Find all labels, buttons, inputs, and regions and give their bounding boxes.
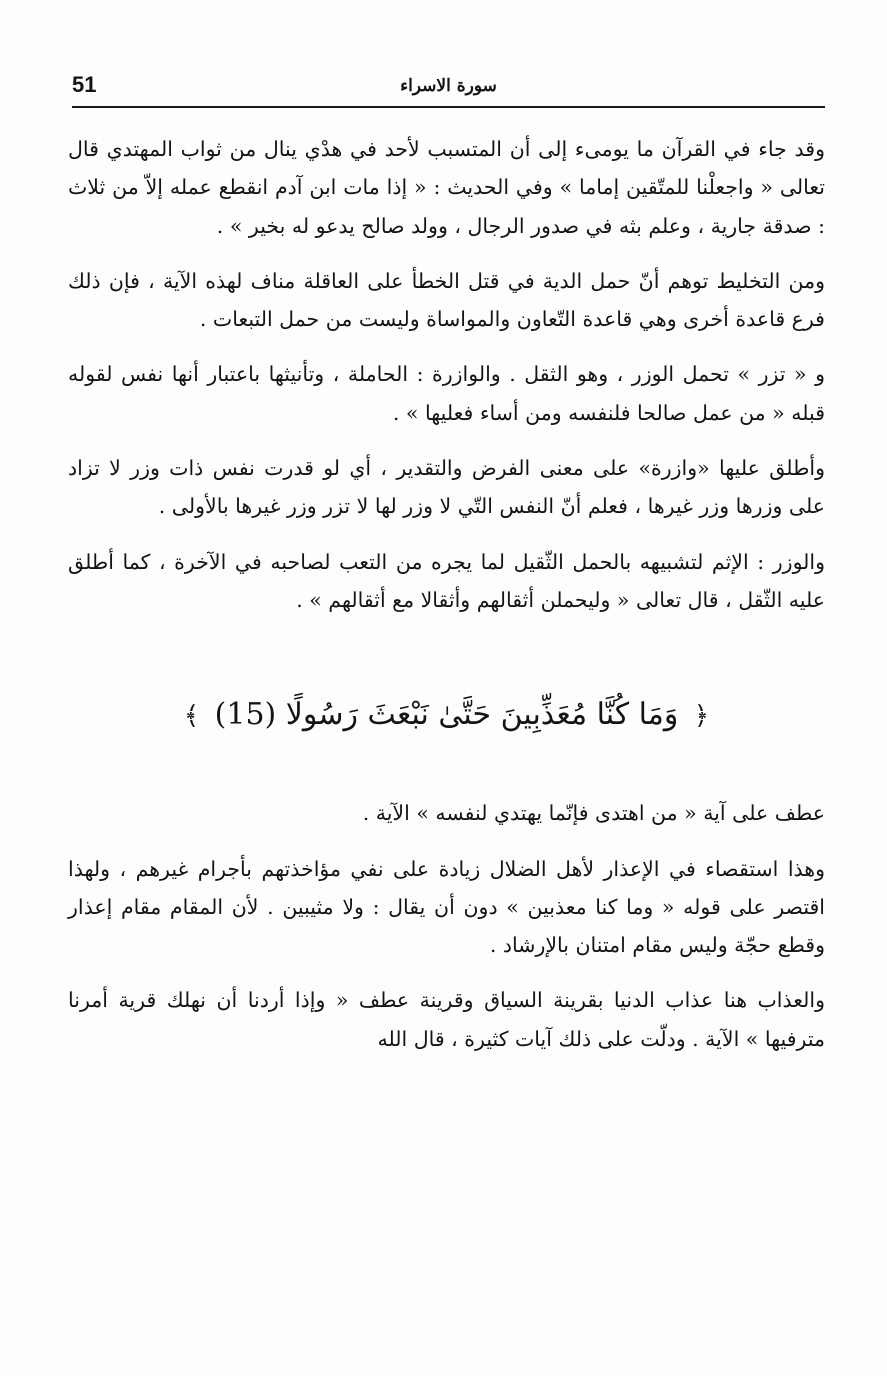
page-number: 51 [72,72,97,97]
paragraph-2: ومن التخليط توهم أنّ حمل الدية في قتل الخطأ على العاقلة مناف لهذه الآية ، فإن ذلك فرع قاعدة أخرى وهي قاعدة التّعاون والمواساة وليست من حمل التبعات . [68,268,825,332]
paragraph-8: والعذاب هنا عذاب الدنيا بقرينة السياق وقرينة عطف « وإذا أردنا أن نهلك قرية أمرنا مترفيها » الآية . ودلّت على ذلك آيات كثيرة ، قال الله [68,988,825,1051]
paragraph-1: وقد جاء في القرآن ما يومىء إلى أن المتسبب لأحد في هدْي ينال من ثواب المهتدي قال تعالى « واجعلْنا للمتّقين إماما » وفي الحديث : « إذا مات ابن آدم انقطع عمله إلاّ من ثلاث : صدقة جارية ، وعلم بثه في صدور الرجال ، وولد صالح يدعو له بخير » . [68,137,825,238]
paragraph-6: عطف على آية « من اهتدى فإنّما يهتدي لنفسه » الآية . [362,801,825,826]
surah-title: سورة الاسراء [400,76,497,96]
verse-close-bracket: ﴾ [183,701,200,732]
page-header [72,70,825,108]
paragraph-3: و « تزر » تحمل الوزر ، وهو الثقل . والوازرة : الحاملة ، وتأنيثها باعتبار أنها نفس لقوله قبله « من عمل صالحا فلنفسه ومن أساء فعليها » . [68,362,825,425]
quran-verse [68,687,825,744]
page-content [68,130,825,1075]
verse-text: وَمَا كُنَّا مُعَذِّبِينَ حَتَّىٰ نَبْعَثَ رَسُولًا (15) [214,697,679,733]
paragraph-7: وهذا استقصاء في الإعذار لأهل الضلال زيادة على نفي مؤاخذتهم بأجرام غيرهم ، ولهذا اقتصر على قوله « وما كنا معذبين » دون أن يقال : ولا مثيبين . لأن المقام مقام إعذار وقطع حجّة وليس مقام امتنان بالإرشاد . [68,856,825,958]
verse-open-bracket: ﴿ [693,701,710,732]
paragraph-5: والوزر : الإثم لتشبيهه بالحمل الثّقيل لما يجره من التعب لصاحبه في الآخرة ، كما أطلق عليه الثّقل ، قال تعالى « وليحملن أثقالهم وأثقالا مع أثقالهم » . [68,549,825,612]
paragraph-4: وأطلق عليها «وازرة» على معنى الفرض والتقدير ، أي لو قدرت نفس ذات وزر لا تزاد على وزرها وزر غيرها ، فعلم أنّ النفس التّي لا وزر لها لا تزر وزر غيرها بالأولى . [68,456,825,519]
